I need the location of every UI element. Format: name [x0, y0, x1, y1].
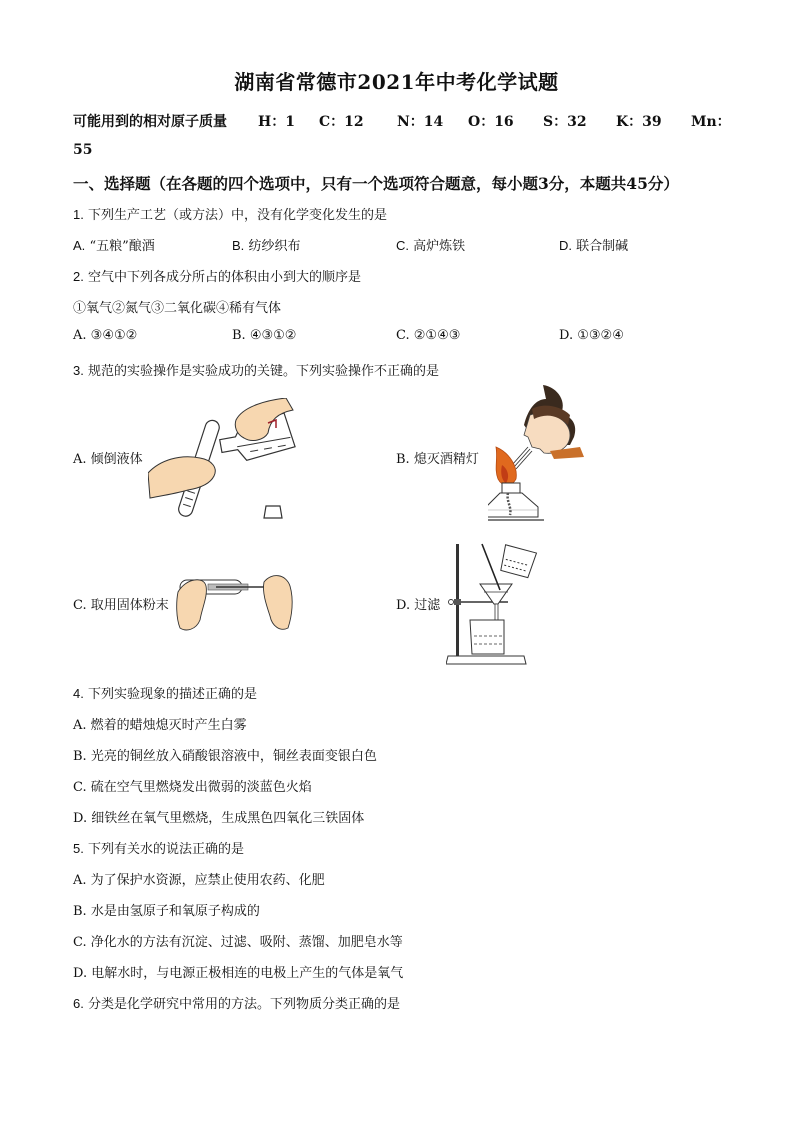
question-stem: 下列有关水的说法正确的是 [87, 842, 244, 857]
q2-option-d: D. ①③②④ [559, 328, 624, 343]
mass-k: K：39 [616, 114, 662, 130]
mass-n: N：14 [397, 114, 444, 130]
filtration-apparatus-illustration [446, 540, 538, 666]
question-stem: 规范的实验操作是实验成功的关键。下列实验操作不正确的是 [87, 364, 439, 379]
question-stem: 空气中下列各成分所占的体积由小到大的顺序是 [87, 270, 361, 285]
mass-h: H：1 [258, 114, 295, 130]
question-4: 4. 下列实验现象的描述正确的是 [73, 686, 257, 702]
q3-option-d: D. 过滤 [396, 598, 441, 613]
q1-option-d: D. 联合制碱 [559, 238, 629, 254]
question-1 [73, 204, 387, 223]
mass-o: O：16 [468, 114, 514, 130]
q4-option-a: A. 燃着的蜡烛熄灭时产生白雾 [73, 718, 247, 733]
q3-option-a: A. 倾倒液体 [73, 452, 143, 467]
q2-option-c: C. ②①④③ [396, 328, 461, 343]
q2-sub-list: ①氧气②氮气③二氧化碳④稀有气体 [73, 301, 282, 316]
q4-option-d: D. 细铁丝在氧气里燃烧，生成黑色四氧化三铁固体 [73, 811, 365, 826]
mass-mn: Mn： [691, 114, 731, 130]
section-heading: 一、选择题（在各题的四个选项中，只有一个选项符合题意，每小题3分，本题共45分） [73, 174, 679, 193]
pouring-liquid-illustration [148, 398, 298, 523]
mass-mn-value: 55 [73, 142, 93, 158]
blowing-out-alcohol-lamp-illustration [488, 385, 588, 523]
q5-option-d: D. 电解水时，与电源正极相连的电极上产生的气体是氧气 [73, 966, 404, 981]
q3-option-b: B. 熄灭酒精灯 [396, 452, 479, 467]
page-title: 湖南省常德市2021年中考化学试题 [234, 70, 559, 94]
atomic-masses-label: 可能用到的相对原子质量 [73, 114, 227, 130]
mass-s: S：32 [543, 114, 587, 130]
q5-option-c: C. 净化水的方法有沉淀、过滤、吸附、蒸馏、加肥皂水等 [73, 935, 403, 950]
q2-option-a: A. ③④①② [73, 328, 138, 343]
mass-c: C：12 [319, 114, 364, 130]
q4-option-c: C. 硫在空气里燃烧发出微弱的淡蓝色火焰 [73, 780, 312, 795]
question-5: 5. 下列有关水的说法正确的是 [73, 841, 244, 857]
question-number: 1. [73, 207, 84, 222]
question-stem: 分类是化学研究中常用的方法。下列物质分类正确的是 [87, 997, 400, 1012]
q2-option-b: B. ④③①② [232, 328, 297, 343]
q1-option-b: B. 纺纱织布 [232, 238, 301, 254]
question-2: 2. 空气中下列各成分所占的体积由小到大的顺序是 [73, 269, 361, 285]
adding-powder-to-test-tube-illustration [176, 572, 296, 634]
question-stem: 下列实验现象的描述正确的是 [87, 687, 257, 702]
q3-option-c: C. 取用固体粉末 [73, 598, 169, 613]
question-6: 6. 分类是化学研究中常用的方法。下列物质分类正确的是 [73, 996, 400, 1012]
q5-option-b: B. 水是由氢原子和氧原子构成的 [73, 904, 260, 919]
atomic-masses-line [73, 111, 227, 131]
q5-option-a: A. 为了保护水资源，应禁止使用农药、化肥 [73, 873, 325, 888]
question-3: 3. 规范的实验操作是实验成功的关键。下列实验操作不正确的是 [73, 363, 439, 379]
q4-option-b: B. 光亮的铜丝放入硝酸银溶液中，铜丝表面变银白色 [73, 749, 377, 764]
q1-option-c: C. 高炉炼铁 [396, 238, 466, 254]
question-stem: 下列生产工艺（或方法）中，没有化学变化发生的是 [87, 208, 387, 223]
q1-option-a: A. “五粮”酿酒 [73, 238, 155, 254]
